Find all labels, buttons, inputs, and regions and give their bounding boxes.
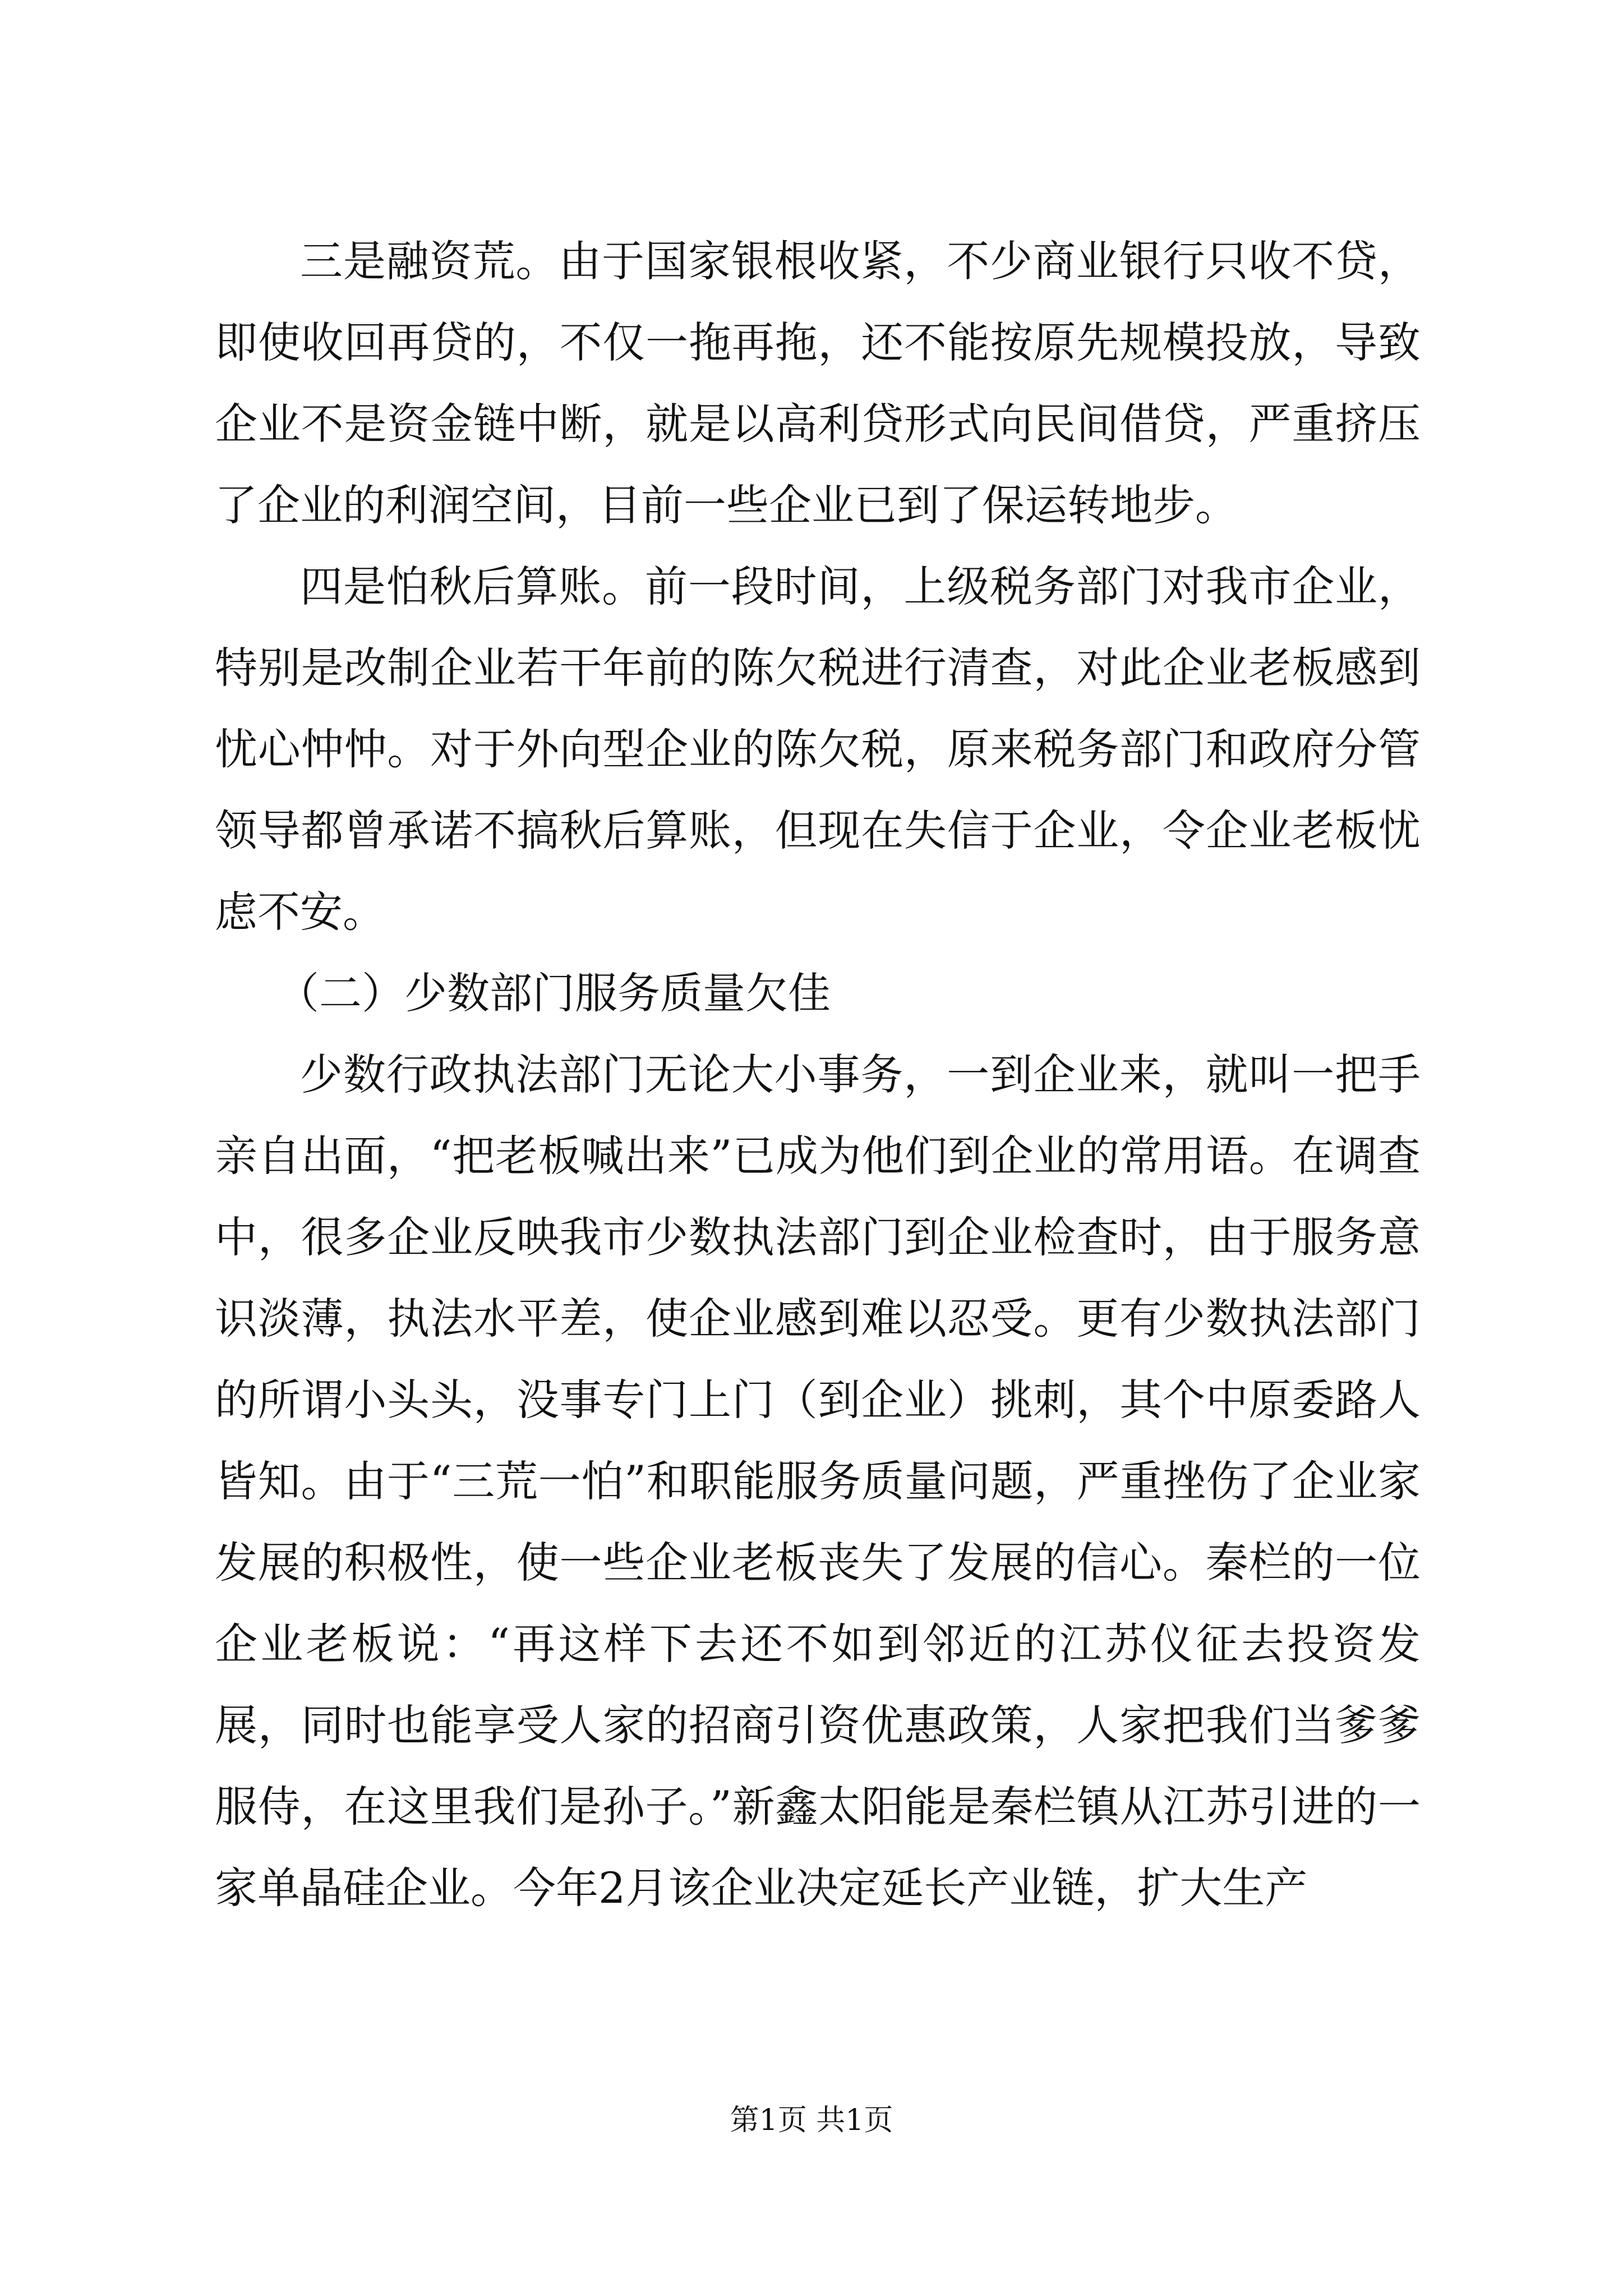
paragraph-financing: 三是融资荒。由于国家银根收紧，不少商业银行只收不贷，即使收回再贷的，不仅一拖再拖，还不能按原先规模投放，导致企业不是资金链中断，就是以高利贷形式向民间借贷，严重挤压了企业的利润空间，目前一些企业已到了保运转地步。 <box>215 236 1421 530</box>
page-footer: 第1页 共1页 <box>730 2104 893 2137</box>
paragraph-service-quality: 少数行政执法部门无论大小事务，一到企业来，就叫一把手亲自出面，“把老板喊出来”已成为他们到企业的常用语。在调查中，很多企业反映我市少数执法部门到企业检查时，由于服务意识淡薄，执法水平差，使企业感到难以忍受。更有少数执法部门的所谓小头头，没事专门上门（到企业）挑刺，其个中原委路人皆知。由于“三荒一怕”和职能服务质量问题，严重挫伤了企业家发展的积极性，使一些企业老板丧失了发展的信心。秦栏的一位企业老板说：“再这样下去还不如到邻近的江苏仪征去投资发展，同时也能享受人家的招商引资优惠政策，人家把我们当爹爹服侍，在这里我们是孙子。”新鑫太阳能是秦栏镇从江苏引进的一家单晶硅企业。今年2月该企业决定延长产业链，扩大生产 <box>215 1050 1421 1913</box>
document-body <box>215 220 1421 1929</box>
section-heading: （二）少数部门服务质量欠佳 <box>276 968 831 1018</box>
paragraph-tax-audit: 四是怕秋后算账。前一段时间，上级税务部门对我市企业，特别是改制企业若干年前的陈欠税进行清查，对此企业老板感到忧心忡忡。对于外向型企业的陈欠税，原来税务部门和政府分管领导都曾承诺不搞秋后算账，但现在失信于企业，令企业老板忧虑不安。 <box>215 562 1421 937</box>
